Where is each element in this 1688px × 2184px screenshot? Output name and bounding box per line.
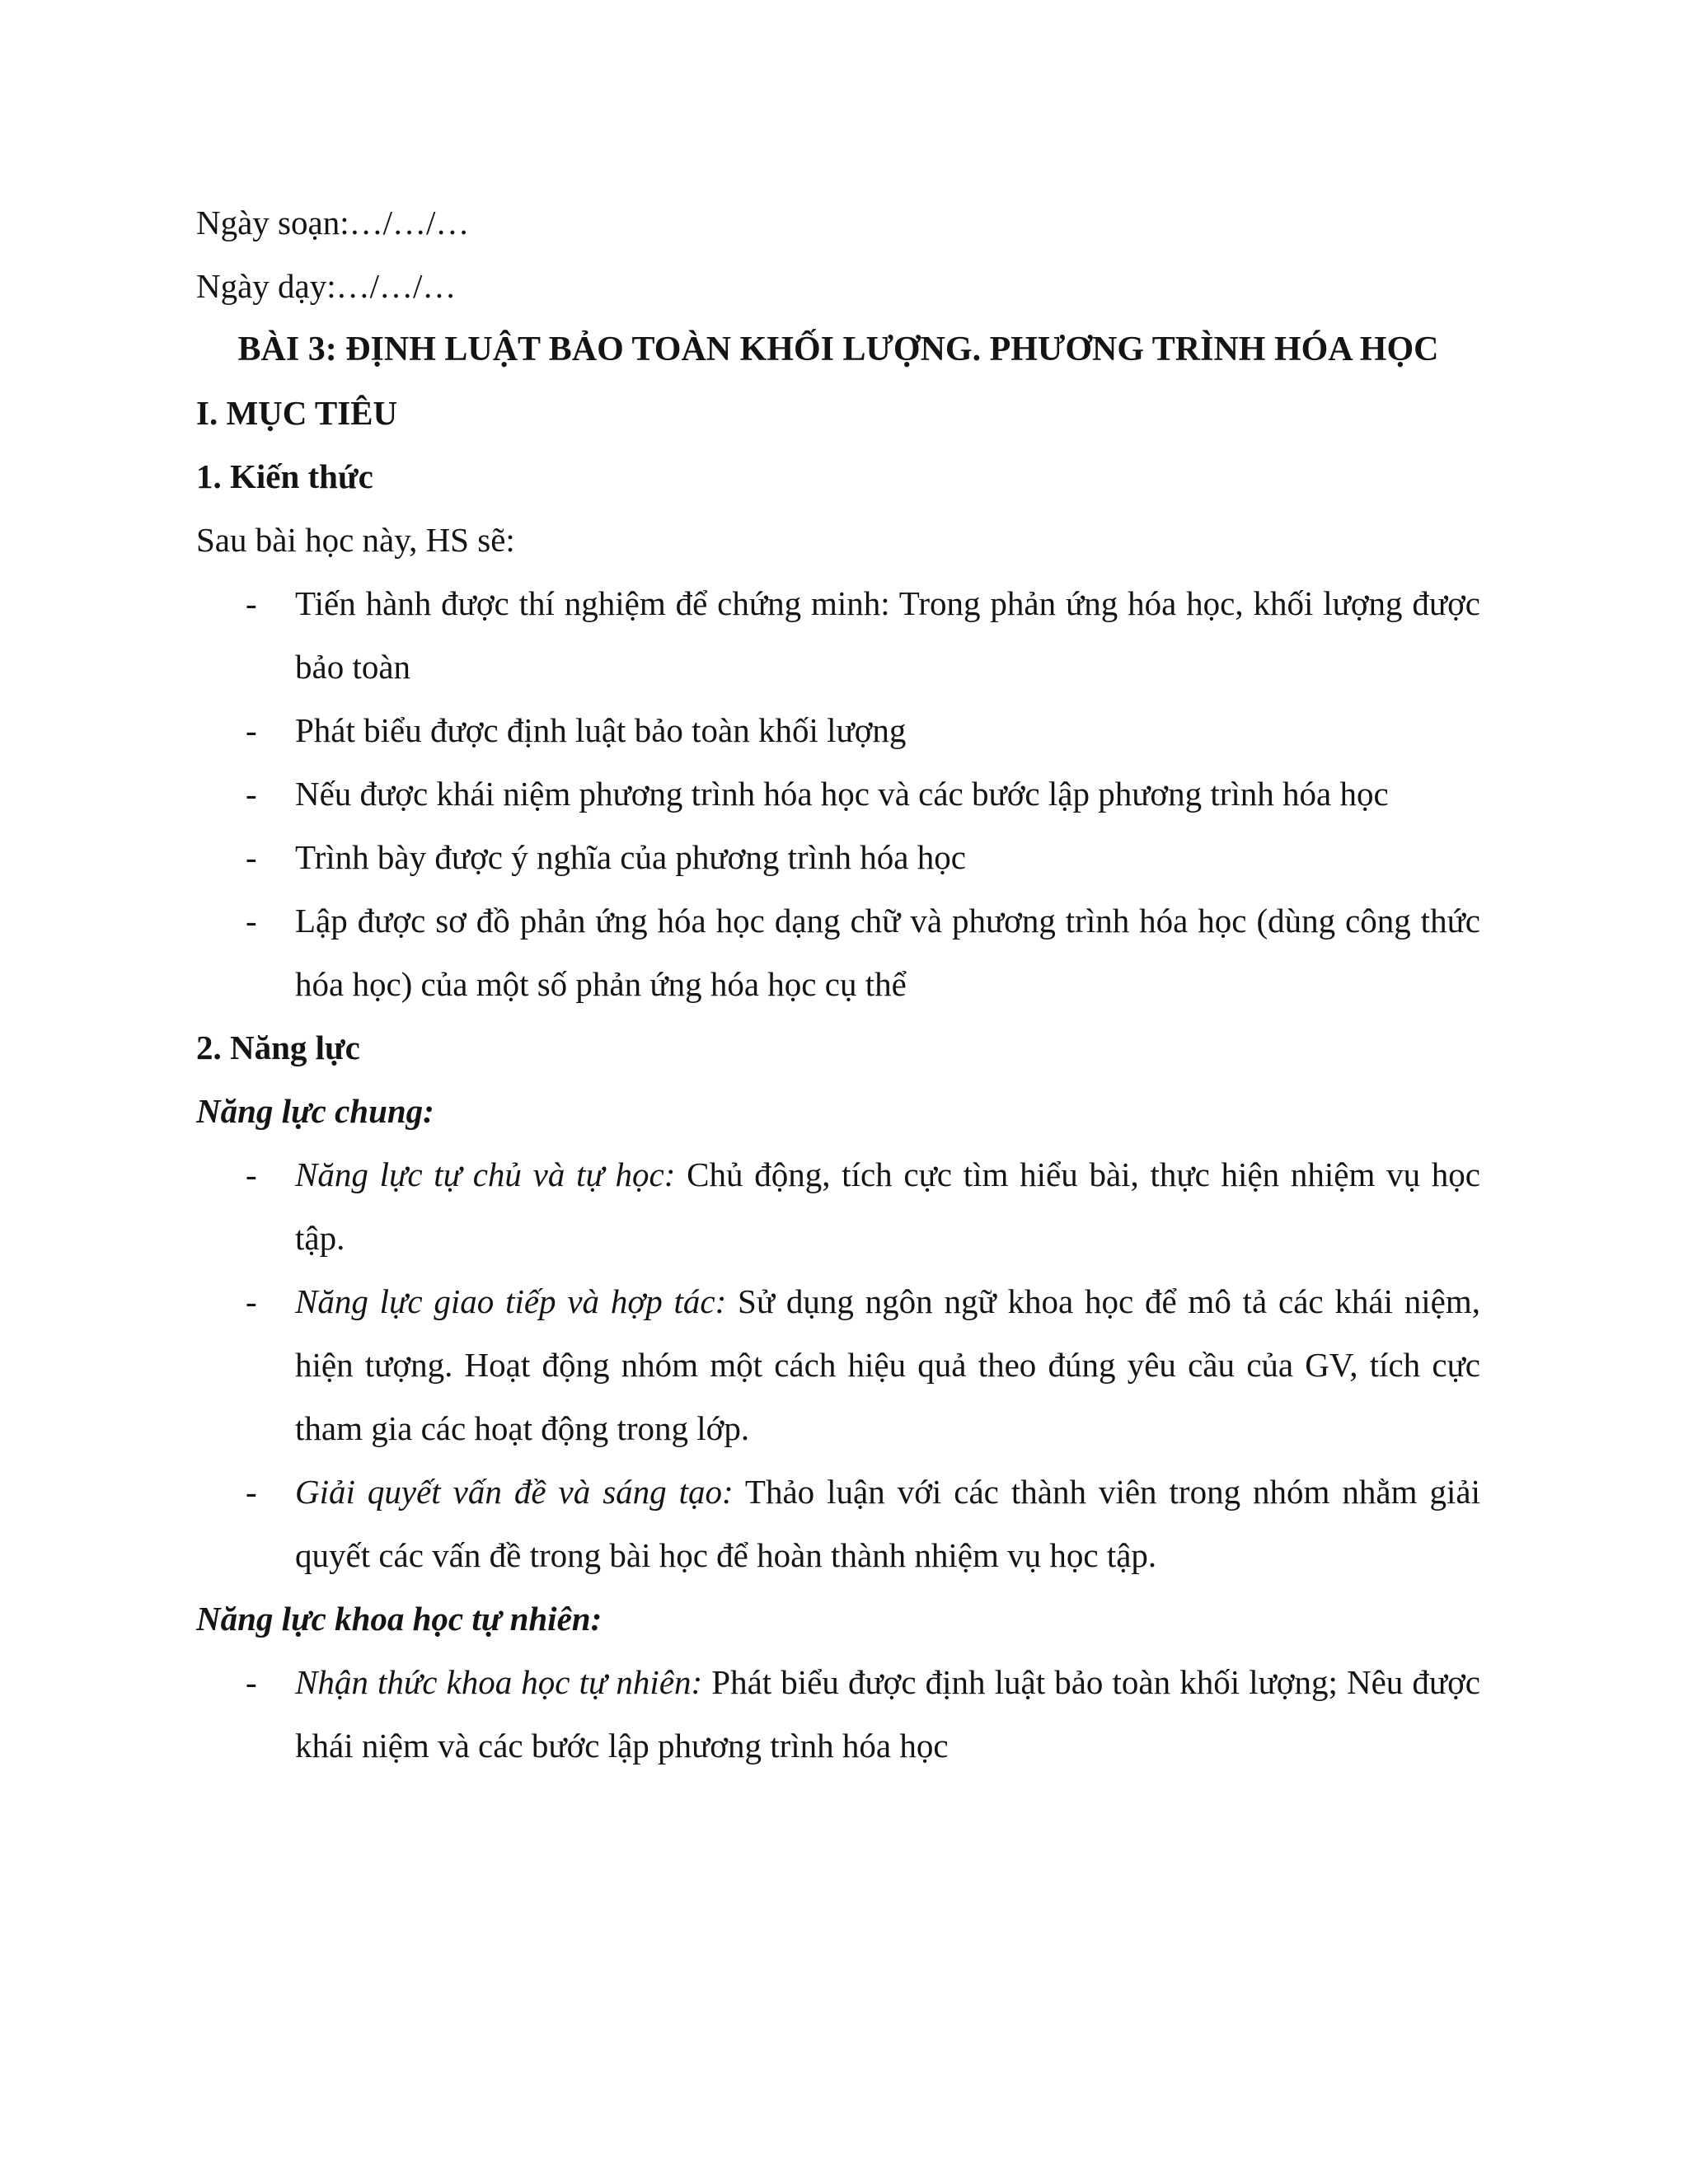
list-item — [196, 1270, 1480, 1460]
dash-bullet: - — [246, 584, 257, 622]
dash-bullet: - — [246, 1473, 257, 1511]
list-item-text: Lập được sơ đồ phản ứng hóa học dạng chữ và phương trình hóa học (dùng công thức hóa học) của một số phản ứng hóa học cụ thể — [295, 902, 1480, 1003]
list-item — [196, 699, 1480, 762]
list-item-text: Phát biểu được định luật bảo toàn khối lượng; Nêu được khái niệm và các bước lập phương trình hóa học — [295, 1663, 1480, 1765]
list-item-text: Tiến hành được thí nghiệm để chứng minh: Trong phản ứng hóa học, khối lượng được bảo toàn — [295, 584, 1480, 686]
dash-bullet: - — [246, 711, 257, 749]
list-item — [196, 1651, 1480, 1778]
list-item-text: Nếu được khái niệm phương trình hóa học và các bước lập phương trình hóa học — [295, 775, 1389, 813]
list-item-text: Thảo luận với các thành viên trong nhóm nhằm giải quyết các vấn đề trong bài học để hoàn thành nhiệm vụ học tập. — [295, 1473, 1480, 1574]
list-item-label: Năng lực tự chủ và tự học: — [295, 1155, 676, 1193]
knowledge-intro: Sau bài học này, HS sẽ: — [196, 521, 515, 559]
list-item — [196, 889, 1480, 1016]
list-item-text: Sử dụng ngôn ngữ khoa học để mô tả các khái niệm, hiện tượng. Hoạt động nhóm một cách hiệu quả theo đúng yêu cầu của GV, tích cực tham gia các hoạt động trong lớp. — [295, 1282, 1480, 1447]
list-item — [196, 826, 1480, 889]
list-item-text: Trình bày được ý nghĩa của phương trình hóa học — [295, 838, 966, 876]
list-item — [196, 1143, 1480, 1270]
dash-bullet: - — [246, 902, 257, 940]
list-item — [196, 762, 1480, 826]
date-prepared: Ngày soạn:…/…/… — [196, 204, 470, 241]
general-competence-heading: Năng lực chung: — [196, 1092, 434, 1130]
dash-bullet: - — [246, 1663, 257, 1701]
lesson-title: BÀI 3: ĐỊNH LUẬT BẢO TOÀN KHỐI LƯỢNG. PHƯƠNG TRÌNH HÓA HỌC — [237, 330, 1439, 368]
knowledge-list — [196, 572, 1480, 1016]
dash-bullet: - — [246, 1155, 257, 1193]
list-item — [196, 1460, 1480, 1587]
dash-bullet: - — [246, 775, 257, 813]
subheading-competence: 2. Năng lực — [196, 1029, 360, 1066]
natural-science-competence-heading: Năng lực khoa học tự nhiên: — [196, 1600, 603, 1638]
natural-science-competence-list — [196, 1651, 1480, 1778]
dash-bullet: - — [246, 838, 257, 876]
list-item — [196, 572, 1480, 699]
list-item-text: Chủ động, tích cực tìm hiểu bài, thực hiện nhiệm vụ học tập. — [295, 1155, 1480, 1257]
subheading-knowledge: 1. Kiến thức — [196, 457, 373, 495]
document-body — [196, 191, 1480, 1778]
list-item-label: Năng lực giao tiếp và hợp tác: — [295, 1282, 727, 1320]
list-item-label: Nhận thức khoa học tự nhiên: — [295, 1663, 703, 1701]
list-item-text: Phát biểu được định luật bảo toàn khối lượng — [295, 711, 907, 749]
date-taught: Ngày dạy:…/…/… — [196, 267, 457, 305]
dash-bullet: - — [246, 1282, 257, 1320]
general-competence-list — [196, 1143, 1480, 1587]
section-heading-objectives: I. MỤC TIÊU — [196, 394, 398, 432]
list-item-label: Giải quyết vấn đề và sáng tạo: — [295, 1473, 734, 1511]
